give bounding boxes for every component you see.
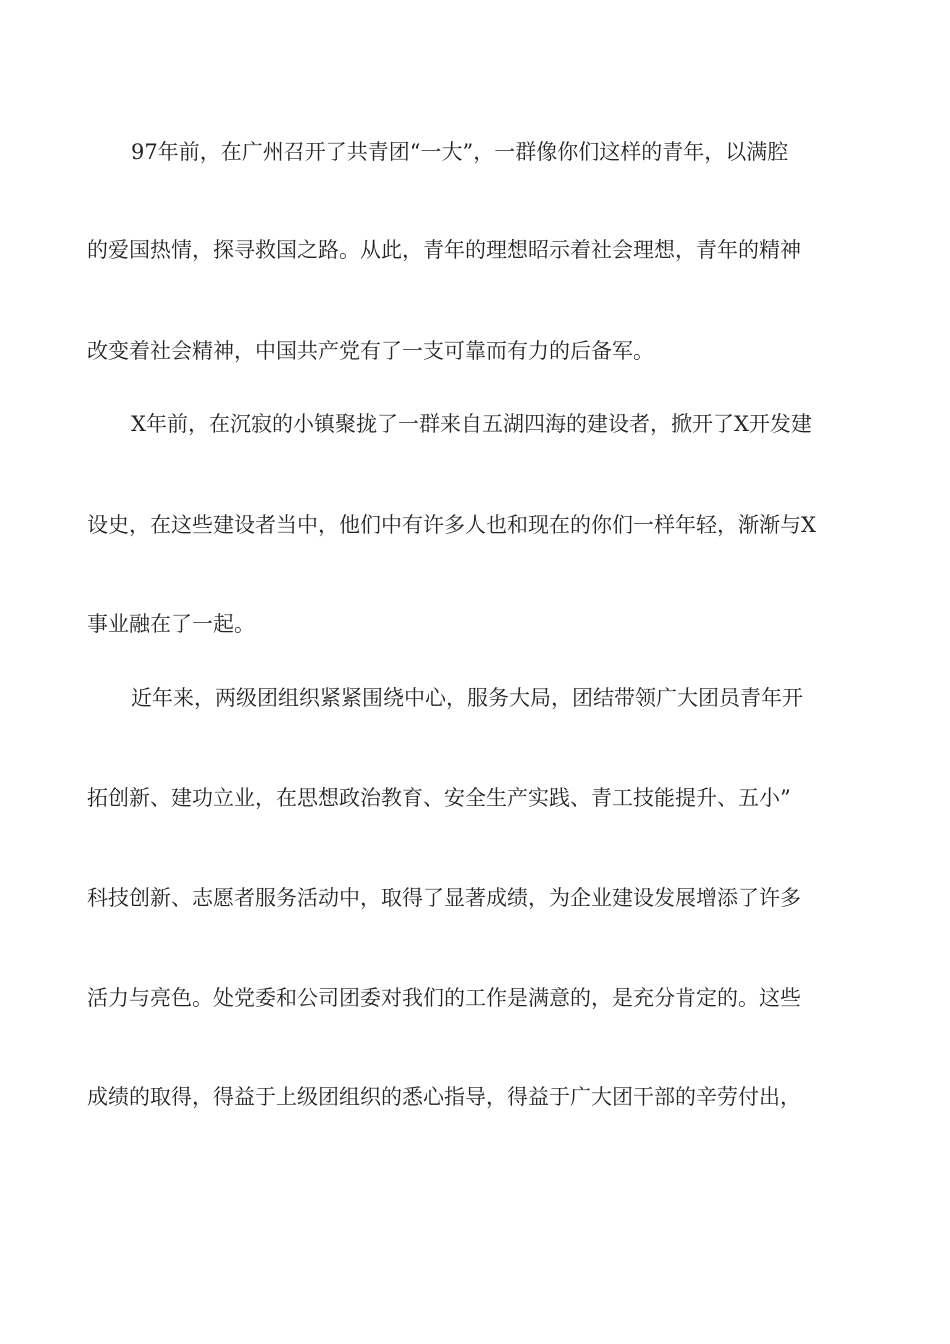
paragraph-1-line-2: 的爱国热情，探寻救国之路。从此，青年的理想昭示着社会理想，青年的精神 [87, 238, 801, 262]
paragraph-2-line-2: 设史，在这些建设者当中，他们中有许多人也和现在的你们一样年轻，渐渐与X [87, 513, 816, 537]
paragraph-2-line-3: 事业融在了一起。 [87, 612, 255, 636]
paragraph-1-line-3: 改变着社会精神，中国共产党有了一支可靠而有力的后备军。 [87, 339, 654, 363]
paragraph-3-line-1: 近年来，两级团组织紧紧围绕中心，服务大局，团结带领广大团员青年开 [131, 686, 803, 710]
paragraph-2-line-1: X年前，在沉寂的小镇聚拢了一群来自五湖四海的建设者，掀开了X开发建 [131, 412, 812, 436]
paragraph-3-line-5: 成绩的取得，得益于上级团组织的悉心指导，得益于广大团干部的辛劳付出， [87, 1085, 801, 1109]
paragraph-3-line-3: 科技创新、志愿者服务活动中，取得了显著成绩，为企业建设发展增添了许多 [87, 886, 801, 910]
paragraph-3-line-2: 拓创新、建功立业，在思想政治教育、安全生产实践、青工技能提升、五小” [87, 786, 791, 810]
paragraph-1-line-1: 97年前，在广州召开了共青团“一大”，一群像你们这样的青年，以满腔 [131, 140, 789, 164]
paragraph-3-line-4: 活力与亮色。处党委和公司团委对我们的工作是满意的，是充分肯定的。这些 [87, 986, 801, 1010]
